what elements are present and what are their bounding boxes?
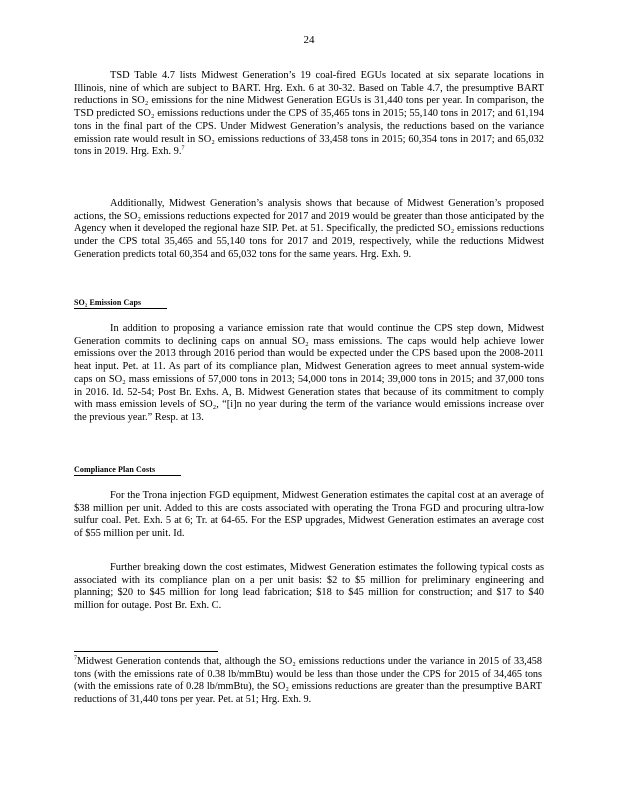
paragraph-text: Additionally, Midwest Generation’s analysis shows that because of Midwest Generation’s proposed actions, the SO₂ emissions reductions expected for 2017 and 2019 would be greater than those anticipated by the Agency when it developed the regional haze SIP. Pet. at 51. Specifically, the predicted SO₂ emissions reductions under the CPS total 35,465 and 55,140 tons for 2017 and 2019, respectively, while the reductions Midwest Generation predicts total 60,354 and 65,032 tons for the same years. Hrg. Exh. 9.	[74, 198, 544, 260]
page-number: 24	[303, 34, 315, 46]
section-heading: SO₂ Emission Caps	[74, 298, 167, 309]
paragraph-further	[74, 562, 544, 613]
footnote-divider	[74, 651, 218, 652]
section-heading-costs	[74, 464, 544, 477]
paragraph-additionally	[74, 198, 544, 262]
footnote-text: Midwest Generation contends that, although the SO₂ emissions reductions under the variance in 2015 of 33,458 tons (with the emissions rate of 0.38 lb/mmBtu) would be less than those under the CPS for 2015 of 34,465 tons (with the emissions rate of 0.28 lb/mmBtu), the SO₂ emissions reductions are greater than the presumptive BART reductions of 31,440 tons per year. Pet. at 51; Hrg. Exh. 9.	[74, 656, 542, 706]
footnote-marker: 7	[74, 655, 77, 662]
section-heading: Compliance Plan Costs	[74, 465, 181, 476]
footnote-reference[interactable]: 7	[181, 145, 185, 152]
paragraph-trona	[74, 490, 544, 541]
paragraph-tsd-table	[74, 70, 544, 159]
section-heading-so2-caps	[74, 297, 544, 310]
paragraph-text: For the Trona injection FGD equipment, Midwest Generation estimates the capital cost at an average of $38 million per unit. Added to this are costs associated with operating the Trona FGD and procuring ultra-low sulfur coal. Pet. Exh. 5 at 6; Tr. at 64-65. For the ESP upgrades, Midwest Generation estimates an average cost of $55 million per unit. Id.	[74, 490, 544, 540]
footnote	[74, 656, 542, 707]
paragraph-text: Further breaking down the cost estimates, Midwest Generation estimates the following typical costs as associated with its compliance plan on a per unit basis: $2 to $5 million for preliminary engineering and planning; $20 to $45 million for long lead fabrication; $18 to $45 million for construction; and $17 to $40 million for outage. Post Br. Exh. C.	[74, 562, 544, 612]
paragraph-text: In addition to proposing a variance emission rate that would continue the CPS step down, Midwest Generation commits to declining caps on annual SO₂ mass emissions. The caps would help achieve lower emissions over the 2013 through 2016 period than would be expected under the CPS based upon the 2008-2011 heat input. Pet. at 11. As part of its compliance plan, Midwest Generation agrees to meet annual system-wide caps on SO₂ mass emissions of 57,000 tons in 2013; 54,000 tons in 2014; 39,000 tons in 2015; and 37,000 tons in 2016. Id. 52-54; Post Br. Exhs. A, B. Midwest Generation states that because of its commitment to comply with mass emission levels of SO₂, “[i]n no year during the term of the variance would emissions increase over the previous year.” Resp. at 13.	[74, 323, 544, 423]
paragraph-in-addition	[74, 323, 544, 425]
paragraph-text: TSD Table 4.7 lists Midwest Generation’s 19 coal-fired EGUs located at six separate locations in Illinois, nine of which are subject to BART. Hrg. Exh. 6 at 30-32. Based on Table 4.7, the presumptive BART reductions in SO₂ emissions for the nine Midwest Generation EGUs is 31,440 tons per year. In comparison, the TSD predicted SO₂ emissions reductions under the CPS of 35,465 tons in 2015; 55,140 tons in 2017; and 61,194 tons in the final part of the CPS. Under Midwest Generation’s analysis, the reductions based on the variance emission rate would result in SO₂ emissions reductions of 33,458 tons in 2015; 60,354 tons in 2017; and 65,032 tons in 2019. Hrg. Exh. 9.	[74, 70, 544, 158]
